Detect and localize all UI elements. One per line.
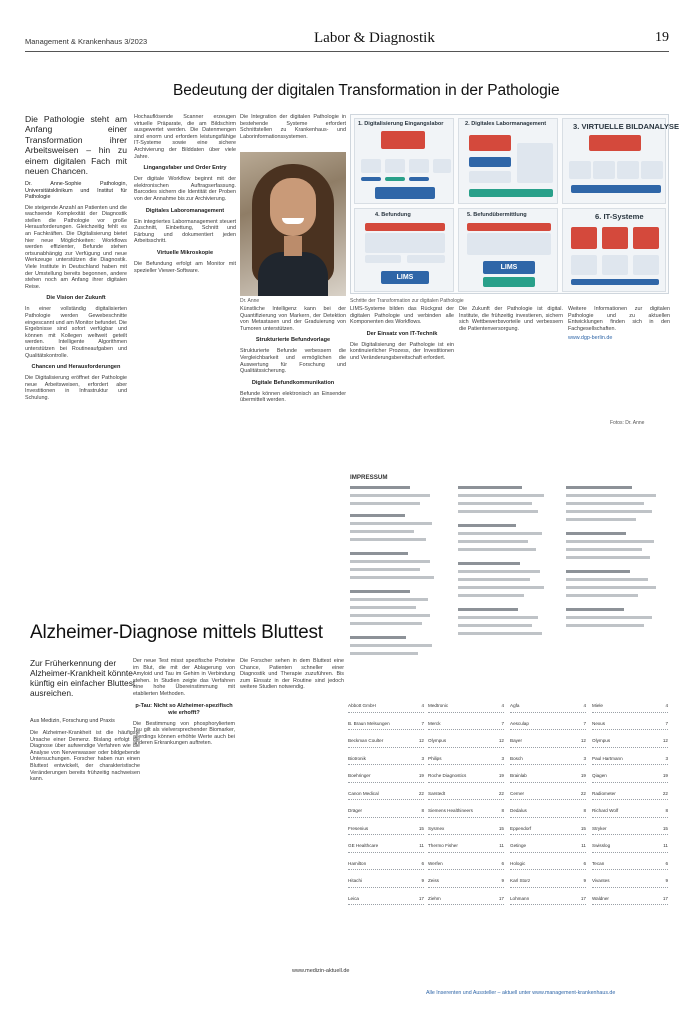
article2-lead: Zur Früherkennung der Alzheimer-Krankheit könnte künftig ein einfacher Bluttest ausreichen.: [30, 658, 136, 698]
article-link[interactable]: www.dgp-berlin.de: [568, 335, 613, 342]
article-subhead: Der Einsatz von IT-Technik: [366, 330, 438, 337]
index-entry: Fresenius: [348, 825, 369, 831]
index-row: [510, 858, 586, 876]
index-entry: Abbott GmbH: [348, 703, 376, 708]
index-row: [428, 875, 504, 893]
index-page: 4: [583, 703, 586, 708]
index-page: 12: [662, 738, 668, 743]
index-entry: Radiometer: [592, 790, 616, 796]
index-row: [428, 823, 504, 841]
index-page: 19: [580, 773, 586, 778]
index-page: 8: [501, 808, 504, 813]
article-author: Dr. Anne-Sophie Pathologin, Universitätsklinikum und Institut für Pathologie: [25, 181, 127, 201]
index-page: 7: [501, 720, 504, 726]
index-row: [428, 700, 504, 718]
index-page: 11: [419, 843, 424, 848]
article-text: Die Integration der digitalen Pathologie in bestehende Systeme erfordert Schnittstellen zu Krankenhaus- und Laborinformationssystemen.: [240, 114, 346, 140]
index-row: [348, 718, 424, 736]
index-row: [510, 823, 586, 841]
article-subhead: Chancen und Herausforderungen: [31, 364, 121, 371]
index-row: [348, 840, 424, 858]
article-text: Die Digitalisierung eröffnet der Pathologie neue Arbeitsweisen, erfordert aber Investitionen in Infrastruktur und Schulung.: [25, 375, 127, 401]
index-page: 6: [501, 860, 504, 866]
index-page: 15: [580, 825, 586, 831]
index-row: [592, 735, 668, 753]
index-entry: Olympus: [592, 738, 611, 743]
index-page: 6: [421, 860, 424, 866]
index-entry: Dräger: [348, 808, 363, 813]
article-text: Die Bestimmung von phosphoryliertem Tau gilt als vielversprechender Biomarker, allerdings können erhöhte Werte auch bei anderen Erkrankungen auftreten.: [133, 720, 235, 747]
article2-link[interactable]: www.medizin-aktuell.de: [292, 968, 350, 974]
index-row: [428, 858, 504, 876]
article-text: In einer vollständig digitalisierten Pathologie werden Gewebeschnitte eingescannt und am Monitor befundet. Die Ergebnisse sind sofort verfügbar und können mit Kollegen weltweit geteilt werden. Intelligente Algorithmen unterstützen bei Routineaufgaben und Qualitätskontrolle.: [25, 306, 127, 359]
index-row: [428, 840, 504, 858]
index-column-1: [348, 700, 424, 910]
index-page: 19: [662, 773, 668, 778]
index-column-2: [428, 700, 504, 910]
diagram-panel-5: [458, 208, 558, 292]
index-entry: Hamilton: [348, 860, 367, 866]
index-row: [428, 770, 504, 788]
index-entry: Waldner: [592, 895, 609, 901]
index-page: 19: [498, 773, 504, 778]
index-row: [592, 823, 668, 841]
index-entry: Miele: [592, 703, 603, 708]
article1-column-6: [568, 306, 670, 386]
page-header: [25, 30, 669, 52]
article-text: Weitere Informationen zur digitalen Pathologie und zu aktuellen Entwicklungen finden sich in den Fachgesellschaften.: [568, 306, 670, 332]
article-subhead: p-Tau: Nicht so Alzheimer-spezifisch wie erhofft?: [135, 702, 233, 716]
article-text: Der neue Test misst spezifische Proteine im Blut, die mit der Ablagerung von Amyloid und Tau im Gehirn in Verbindung stehen. In Studien zeigte das Verfahren eine hohe Übereinstimmung mit etablierten Methoden.: [133, 658, 235, 697]
index-entry: Medtronic: [428, 703, 449, 708]
index-row: [592, 875, 668, 893]
index-page: 4: [665, 703, 668, 708]
index-entry: Leica: [348, 895, 359, 901]
article-text: Die Alzheimer-Krankheit ist die häufigste Ursache einer Demenz. Bislang erfolgt die Diagnose über aufwendige Verfahren wie die Analyse von Nervenwasser oder bildgebende Untersuchungen. Forscher haben nun einen Bluttest entwickelt, der charakteristische Veränderungen bereits frühzeitig nachweisen kann.: [30, 730, 140, 783]
publication-name: Management & Krankenhaus 3/2023: [25, 37, 148, 46]
index-row: [592, 718, 668, 736]
index-row: [428, 735, 504, 753]
index-page: 9: [501, 878, 504, 883]
article-text: Der digitale Workflow beginnt mit der elektronischen Auftragserfassung. Barcodes sichern die Identität der Proben von der Annahme bis zur Archivierung.: [134, 176, 236, 202]
index-entry: Vivantes: [592, 878, 610, 883]
lims-label: LIMS: [381, 271, 429, 284]
index-entry: Paul Hartmann: [592, 755, 623, 761]
article-headline: Bedeutung der digitalen Transformation in der Pathologie: [173, 82, 560, 99]
article-lead: Die Pathologie steht am Anfang einer Transformation ihrer Arbeitsweisen – hin zu einem digitalen Fach mit neuen Chancen.: [25, 114, 127, 177]
index-entry: Beckman Coulter: [348, 738, 384, 743]
index-row: [348, 805, 424, 823]
article2-column-2: [133, 658, 235, 1010]
article-text: LIMS-Systeme bilden das Rückgrat der digitalen Pathologie und verbinden alle Komponenten des Workflows.: [350, 306, 454, 326]
index-page: 7: [583, 720, 586, 726]
index-entry: Ziehm: [428, 895, 441, 901]
index-row: [510, 770, 586, 788]
index-entry: Cerner: [510, 790, 525, 796]
index-row: [592, 700, 668, 718]
article-text: Die Zukunft der Pathologie ist digital. Institute, die frühzeitig investieren, sichern sich Wettbewerbsvorteile und verbessern die Patientenversorgung.: [459, 306, 563, 332]
lims-label: LIMS: [483, 261, 535, 274]
index-row: [510, 753, 586, 771]
index-entry: Tecan: [592, 860, 605, 866]
article1-column-1: [25, 114, 127, 614]
index-page: 3: [665, 755, 668, 761]
diagram-step-1: 1. Digitalisierung Eingangslabor: [358, 121, 444, 127]
index-row: [348, 823, 424, 841]
index-page: 8: [583, 808, 586, 813]
index-page: 12: [498, 738, 504, 743]
impressum-block: [350, 474, 670, 689]
index-row: [510, 893, 586, 911]
index-page: 15: [418, 825, 424, 831]
index-row: [510, 700, 586, 718]
index-row: [348, 700, 424, 718]
diagram-step-4: 4. Befundung: [375, 212, 411, 218]
index-page: 11: [663, 843, 668, 848]
index-row: [348, 753, 424, 771]
article-subhead: Virtuelle Mikroskopie: [156, 249, 214, 256]
index-page: 12: [580, 738, 586, 743]
article-text: Ein integriertes Labormanagement steuert Zuschnitt, Einbettung, Schnitt und Färbung und dokumentiert jeden Arbeitsschritt.: [134, 218, 236, 245]
article1-column-2: [134, 114, 236, 614]
article-text: Hochauflösende Scanner erzeugen virtuelle Präparate, die am Bildschirm ausgewertet werden. Die Datenmengen sind enorm und erfordern leistungsfähige IT-Systeme sowie eine sichere Archivierung der Bilddaten über viele Jahre.: [134, 114, 236, 160]
index-page: 17: [580, 895, 586, 901]
index-page: 6: [665, 860, 668, 866]
page-number: 19: [655, 30, 669, 45]
index-entry: Qiagen: [592, 773, 607, 778]
diagram-panel-2: [458, 118, 558, 204]
index-page: 4: [501, 703, 504, 708]
article-text: Die Befundung erfolgt am Monitor mit spezieller Viewer-Software.: [134, 260, 236, 274]
index-entry: Brainlab: [510, 773, 527, 778]
index-row: [348, 858, 424, 876]
index-page: 22: [580, 790, 586, 796]
article-text: Die Digitalisierung der Pathologie ist ein kontinuierlicher Prozess, der Investitionen und Veränderungsbereitschaft erfordert.: [350, 341, 454, 361]
advertiser-index: [348, 700, 668, 985]
index-entry: GE Healthcare: [348, 843, 379, 848]
index-entry: Philips: [428, 755, 442, 761]
index-entry: Merck: [428, 720, 441, 726]
article1-column-4: [350, 306, 454, 426]
index-page: 22: [418, 790, 424, 796]
index-row: [592, 805, 668, 823]
index-entry: Karl Storz: [510, 878, 531, 883]
diagram-panel-4: [354, 208, 454, 292]
index-row: [348, 893, 424, 911]
index-entry: Eppendorf: [510, 825, 532, 831]
index-entry: Roche Diagnostics: [428, 773, 467, 778]
index-entry: Thermo Fisher: [428, 843, 458, 848]
index-entry: Canon Medical: [348, 790, 379, 796]
index-entry: Hitachi: [348, 878, 363, 883]
index-page: 15: [498, 825, 504, 831]
index-page: 9: [421, 878, 424, 883]
article-subhead: Digitales Laboromanagement: [145, 207, 225, 214]
index-page: 15: [662, 825, 668, 831]
index-entry: Agfa: [510, 703, 520, 708]
index-row: [428, 805, 504, 823]
photo-caption: Dr. Anne: [240, 298, 260, 304]
index-entry: B. Braun Melsungen: [348, 720, 390, 726]
article-subhead: Lingangsfaber und Order Entry: [143, 165, 227, 172]
index-page: 22: [662, 790, 668, 796]
index-entry: Boehringer: [348, 773, 371, 778]
index-entry: Werfen: [428, 860, 443, 866]
index-entry: Hologic: [510, 860, 526, 866]
index-page: 8: [421, 808, 424, 813]
impressum-title: IMPRESSUM: [350, 474, 388, 481]
article-subhead: Strukturierte Befundvorlage: [255, 337, 331, 344]
article-text: Die steigende Anzahl an Patienten und die wachsende Komplexität der Diagnostik stellen die Pathologie vor große Herausforderungen. Gleichzeitig fehlt es an Fachkräften. Die Digitalisierung bietet hier neue Möglichkeiten: Workflows werden effizienter, Befunde stehen ortsunabhängig zur Verfügung und neue Werkzeuge unterstützen die Diagnostik. Viele Institute in Deutschland haben mit der Umstellung bereits begonnen, andere stehen noch am Anfang ihrer digitalen Reise.: [25, 204, 127, 290]
diagram-panel-6: [562, 208, 666, 292]
index-page: 17: [418, 895, 424, 901]
index-row: [348, 735, 424, 753]
index-page: 4: [421, 703, 424, 708]
index-page: 22: [498, 790, 504, 796]
index-row: [592, 770, 668, 788]
index-entry: Aesculap: [510, 720, 529, 726]
article-subhead: Die Vision der Zukunft: [46, 295, 106, 302]
workflow-diagram: [350, 114, 680, 294]
article-signoff: Fotos: Dr. Anne: [610, 420, 645, 426]
index-row: [510, 735, 586, 753]
index-page: 7: [665, 720, 668, 726]
index-row: [510, 875, 586, 893]
index-row: [510, 805, 586, 823]
article-text: Die Forscher sehen in dem Bluttest eine Chance, Patienten schneller einer Diagnostik und Therapie zuzuführen. Bis zum Einsatz in der Routine sind jedoch weitere Studien notwendig.: [240, 658, 344, 691]
index-page: 6: [583, 860, 586, 866]
diagram-panel-1: [354, 118, 454, 204]
index-row: [348, 788, 424, 806]
index-entry: Olympus: [428, 738, 447, 743]
index-entry: Siemens Healthineers: [428, 808, 473, 813]
index-page: 9: [583, 878, 586, 883]
index-row: [428, 753, 504, 771]
index-page: 17: [662, 895, 668, 901]
footer-note[interactable]: Alle Inserenten und Aussteller – aktuell unter www.management-krankenhaus.de: [426, 990, 616, 996]
index-page: 9: [665, 878, 668, 883]
index-entry: Zeiss: [428, 878, 439, 883]
article2-column-3: [240, 658, 344, 964]
index-column-3: [510, 700, 586, 910]
diagram-step-5: 5. Befundübermittlung: [467, 212, 527, 218]
diagram-step-6: 6. IT-Systeme: [595, 212, 644, 221]
index-column-4: [592, 700, 668, 910]
article1-column-3: [240, 306, 346, 596]
index-row: [592, 858, 668, 876]
index-entry: Nexus: [592, 720, 606, 726]
index-entry: Bayer: [510, 738, 523, 743]
index-page: 11: [581, 843, 586, 848]
section-title: Labor & Diagnostik: [314, 30, 435, 46]
index-row: [348, 875, 424, 893]
diagram-caption: Schritte der Transformation zur digitalen Pathologie: [350, 298, 464, 304]
index-row: [510, 840, 586, 858]
index-entry: Dedalus: [510, 808, 527, 813]
diagram-step-3: 3. VIRTUELLE BILDANALYSE: [573, 122, 680, 131]
article2-column-1: [30, 730, 140, 1010]
index-row: [592, 753, 668, 771]
article-subhead: Digitale Befundkommunikation: [251, 379, 335, 386]
article1-column-5: [459, 306, 563, 426]
index-page: 7: [421, 720, 424, 726]
index-page: 12: [418, 738, 424, 743]
index-row: [592, 788, 668, 806]
index-page: 3: [583, 755, 586, 761]
article2-author: Aus Medizin, Forschung und Praxis: [30, 718, 115, 724]
index-page: 11: [499, 843, 504, 848]
index-entry: Sysmex: [428, 825, 445, 831]
index-row: [592, 893, 668, 911]
index-page: 3: [501, 755, 504, 761]
index-row: [510, 718, 586, 736]
article1-column-3-top: [240, 114, 346, 150]
article2-headline: Alzheimer-Diagnose mittels Bluttest: [30, 622, 323, 643]
index-page: 19: [418, 773, 424, 778]
diagram-panel-3: [562, 118, 680, 204]
index-row: [510, 788, 586, 806]
index-row: [428, 893, 504, 911]
article-text: Künstliche Intelligenz kann bei der Quantifizierung von Markern, der Detektion von Metastasen und der Graduierung von Tumoren unterstützen.: [240, 306, 346, 332]
index-entry: Sarstedt: [428, 790, 446, 796]
index-row: [592, 840, 668, 858]
diagram-step-2: 2. Digitales Labormanagement: [465, 121, 547, 127]
index-page: 17: [498, 895, 504, 901]
index-entry: Lohmann: [510, 895, 530, 901]
article-text: Strukturierte Befunde verbessern die Vergleichbarkeit und ermöglichen die Auswertung für Forschung und Qualitätssicherung.: [240, 348, 346, 375]
index-entry: Biotronik: [348, 755, 366, 761]
article-text: Befunde können elektronisch an Einsender übermittelt werden.: [240, 390, 346, 404]
author-photo: [240, 152, 346, 296]
index-row: [428, 718, 504, 736]
index-entry: Swisslog: [592, 843, 611, 848]
index-entry: Stryker: [592, 825, 607, 831]
index-entry: Richard Wolf: [592, 808, 619, 813]
index-page: 8: [665, 808, 668, 813]
index-row: [348, 770, 424, 788]
index-page: 3: [421, 755, 424, 761]
index-row: [428, 788, 504, 806]
index-entry: Bosch: [510, 755, 523, 761]
index-entry: Getinge: [510, 843, 527, 848]
